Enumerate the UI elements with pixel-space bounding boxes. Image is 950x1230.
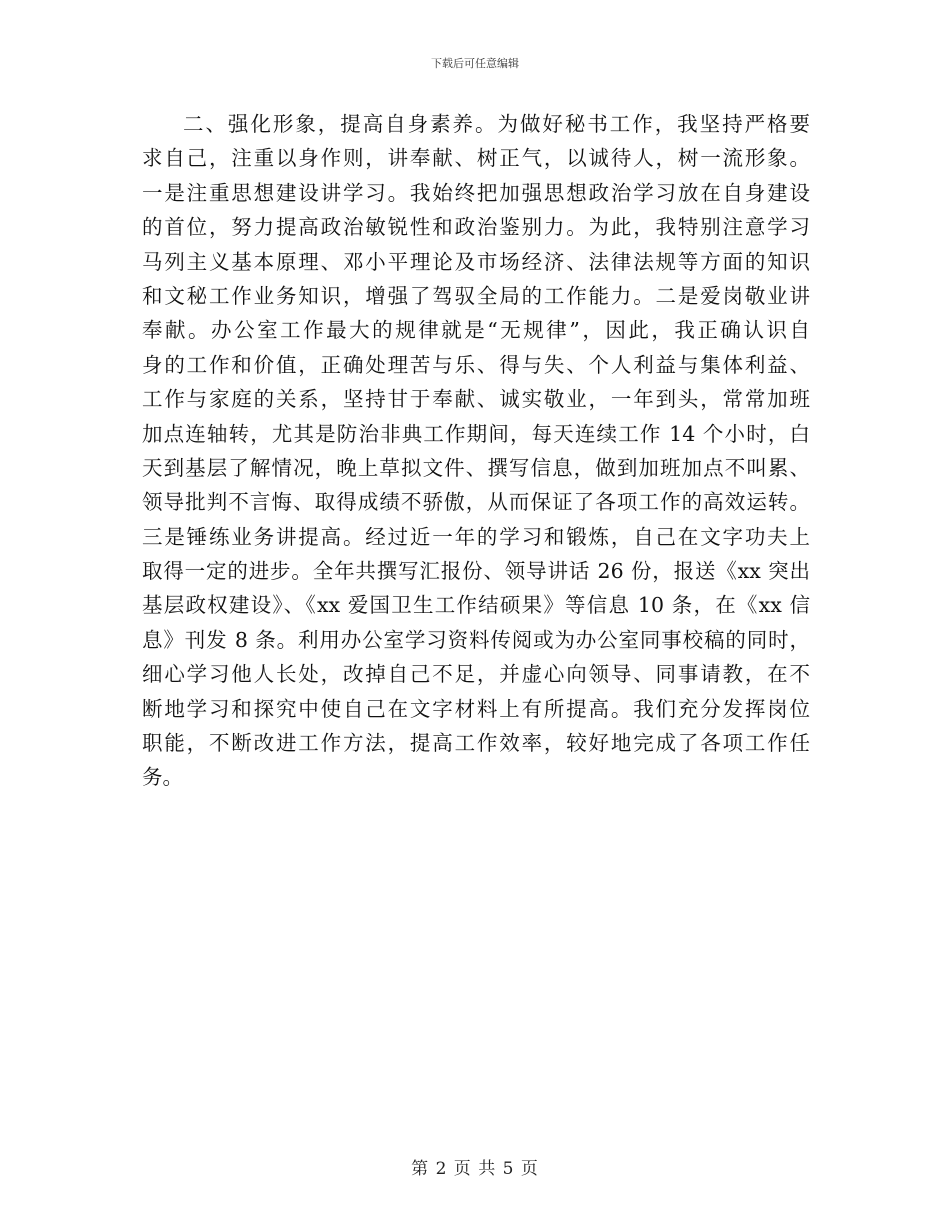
- paragraph-line: 奉献。办公室工作最大的规律就是“无规律”，因此，我正确认识自: [142, 318, 810, 343]
- paragraph-line: 断地学习和探究中使自己在文字材料上有所提高。我们充分发挥岗位: [142, 696, 810, 721]
- paragraph-line: 基层政权建设》、《xx 爱国卫生工作结硕果》等信息 10 条，在《xx 信: [142, 593, 810, 618]
- paragraph-line: 职能，不断改进工作方法，提高工作效率，较好地完成了各项工作任: [142, 731, 810, 756]
- paragraph-line: 天到基层了解情况，晚上草拟文件、撰写信息，做到加班加点不叫累、: [142, 455, 810, 480]
- paragraph-line: 息》刊发 8 条。利用办公室学习资料传阅或为办公室同事校稿的同时，: [142, 627, 810, 652]
- paragraph-line: 工作与家庭的关系，坚持甘于奉献、诚实敬业，一年到头，常常加班: [142, 387, 810, 412]
- paragraph-line: 求自己，注重以身作则，讲奉献、树正气，以诚待人，树一流形象。: [142, 146, 810, 171]
- paragraph-line: 的首位，努力提高政治敏锐性和政治鉴别力。为此，我特别注意学习: [142, 215, 810, 240]
- page-header: 下载后可任意编辑: [431, 57, 519, 70]
- paragraph-line: 三是锤练业务讲提高。经过近一年的学习和锻炼，自己在文字功夫上: [142, 524, 810, 549]
- paragraph-line: 务。: [142, 765, 183, 790]
- paragraph-line: 加点连轴转，尤其是防治非典工作期间，每天连续工作 14 个小时，白: [142, 421, 810, 446]
- paragraph-line: 取得一定的进步。全年共撰写汇报份、领导讲话 26 份，报送《xx 突出: [142, 559, 810, 584]
- page-number: 第 2 页 共 5 页: [411, 1159, 539, 1179]
- paragraph-line: 马列主义基本原理、邓小平理论及市场经济、法律法规等方面的知识: [142, 249, 810, 274]
- paragraph-line: 领导批判不言悔、取得成绩不骄傲，从而保证了各项工作的高效运转。: [142, 490, 810, 515]
- paragraph-line: 和文秘工作业务知识，增强了驾驭全局的工作能力。二是爱岗敬业讲: [142, 283, 810, 308]
- paragraph-line: 二、强化形象，提高自身素养。为做好秘书工作，我坚持严格要: [183, 112, 810, 136]
- paragraph-line: 细心学习他人长处，改掉自己不足，并虚心向领导、同事请教，在不: [142, 662, 810, 687]
- body-text: [142, 107, 810, 795]
- paragraph-line: 一是注重思想建设讲学习。我始终把加强思想政治学习放在自身建设: [142, 180, 810, 205]
- paragraph-line: 身的工作和价值，正确处理苦与乐、得与失、个人利益与集体利益、: [142, 352, 810, 377]
